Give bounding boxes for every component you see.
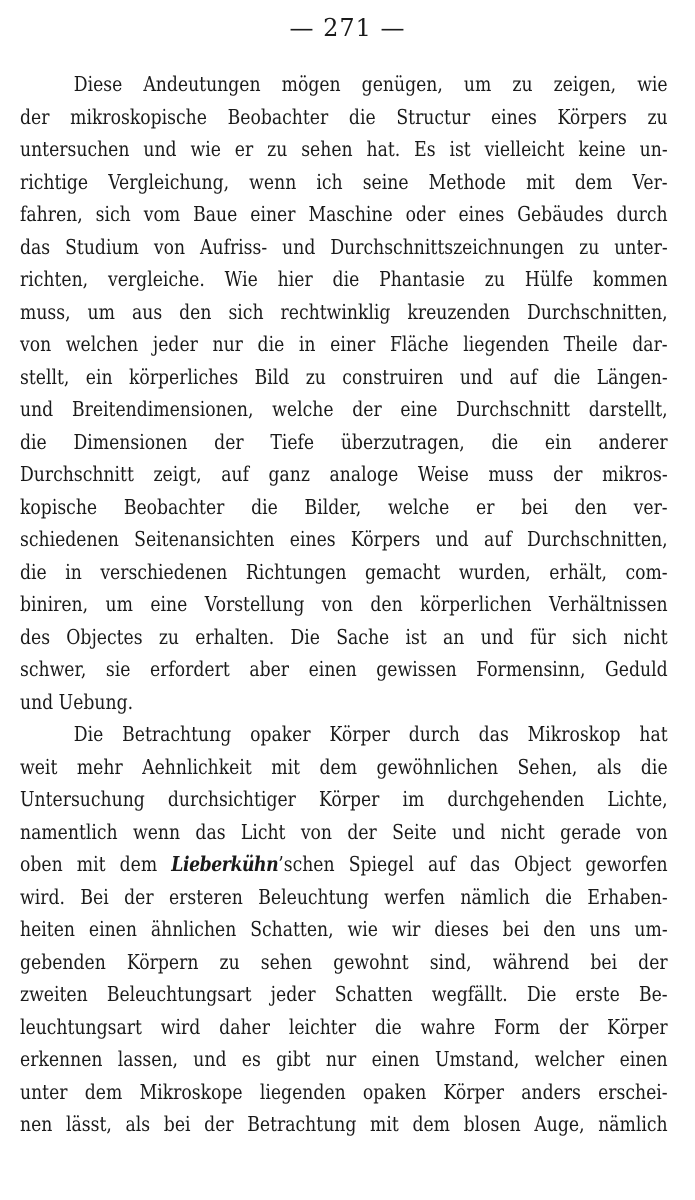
text-line: weit mehr Aehnlichkeit mit dem gewöhnlichen Sehen, als die [20, 754, 668, 779]
text-line: und Uebung. [20, 689, 134, 714]
text-line: fahren, sich vom Baue einer Maschine oder eines Gebäudes durch [20, 202, 668, 226]
text-line: richtige Vergleichung, wenn ich seine Methode mit dem Ver- [20, 169, 668, 194]
text-line: die in verschiedenen Richtungen gemacht wurden, erhält, com- [20, 559, 668, 584]
text-line: namentlich wenn das Licht von der Seite und nicht gerade von [20, 819, 668, 844]
paragraph-2 [20, 718, 668, 1141]
text-line: leuchtungsart wird daher leichter die wahre Form der Körper [20, 1014, 668, 1039]
text-line: Durchschnitt zeigt, auf ganz analoge Weise muss der mikros- [20, 462, 668, 486]
text-line: des Objectes zu erhalten. Die Sache ist an und für sich nicht [20, 624, 668, 649]
text-line: zweiten Beleuchtungsart jeder Schatten wegfällt. Die erste Be- [20, 982, 668, 1006]
line-text-after: ’schen Spiegel auf das Object geworfen [278, 852, 668, 876]
text-line: muss, um aus den sich rechtwinklig kreuzenden Durchschnitten, [20, 299, 668, 324]
paragraph-1 [20, 68, 668, 718]
text-line: von welchen jeder nur die in einer Fläche liegenden Theile dar- [20, 332, 668, 356]
text-line: das Studium von Aufriss- und Durchschnittszeichnungen zu unter- [20, 234, 668, 259]
text-line: heiten einen ähnlichen Schatten, wie wir dieses bei den uns um- [20, 917, 668, 941]
text-line: gebenden Körpern zu sehen gewohnt sind, während bei der [20, 949, 668, 974]
text-line: schiedenen Seitenansichten eines Körpers und auf Durchschnitten, [20, 527, 668, 551]
text-line: unter dem Mikroskope liegenden opaken Körper anders erschei- [20, 1079, 668, 1104]
text-line: kopische Beobachter die Bilder, welche er bei den ver- [20, 494, 668, 519]
text-line: der mikroskopische Beobachter die Structur eines Körpers zu [20, 104, 668, 129]
text-line-with-italic [20, 848, 668, 881]
text-line: Diese Andeutungen mögen genügen, um zu zeigen, wie [73, 72, 668, 96]
text-line: richten, vergleiche. Wie hier die Phantasie zu Hülfe kommen [20, 267, 668, 291]
text-line: biniren, um eine Vorstellung von den körperlichen Verhältnissen [20, 592, 668, 616]
body-text [20, 68, 668, 1141]
text-line: untersuchen und wie er zu sehen hat. Es ist vielleicht keine un- [20, 137, 668, 161]
line-text-before: oben mit dem [20, 852, 172, 876]
italic-name: Lieberkühn [171, 852, 279, 876]
text-line: und Breitendimensionen, welche der eine Durchschnitt darstellt, [20, 397, 668, 421]
text-line: Die Betrachtung opaker Körper durch das Mikroskop hat [73, 722, 668, 746]
text-line: Untersuchung durchsichtiger Körper im durchgehenden Lichte, [20, 787, 668, 811]
text-line: wird. Bei der ersteren Beleuchtung werfen nämlich die Erhaben- [20, 884, 668, 909]
text-line: schwer, sie erfordert aber einen gewissen Formensinn, Geduld [20, 657, 668, 681]
text-line: stellt, ein körperliches Bild zu construiren und auf die Längen- [20, 364, 668, 389]
text-line: nen lässt, als bei der Betrachtung mit dem blosen Auge, nämlich [20, 1112, 668, 1136]
text-line: die Dimensionen der Tiefe überzutragen, die ein anderer [20, 429, 668, 454]
text-line: erkennen lassen, und es gibt nur einen Umstand, welcher einen [20, 1047, 668, 1071]
page-number: — 271 — [289, 14, 406, 42]
